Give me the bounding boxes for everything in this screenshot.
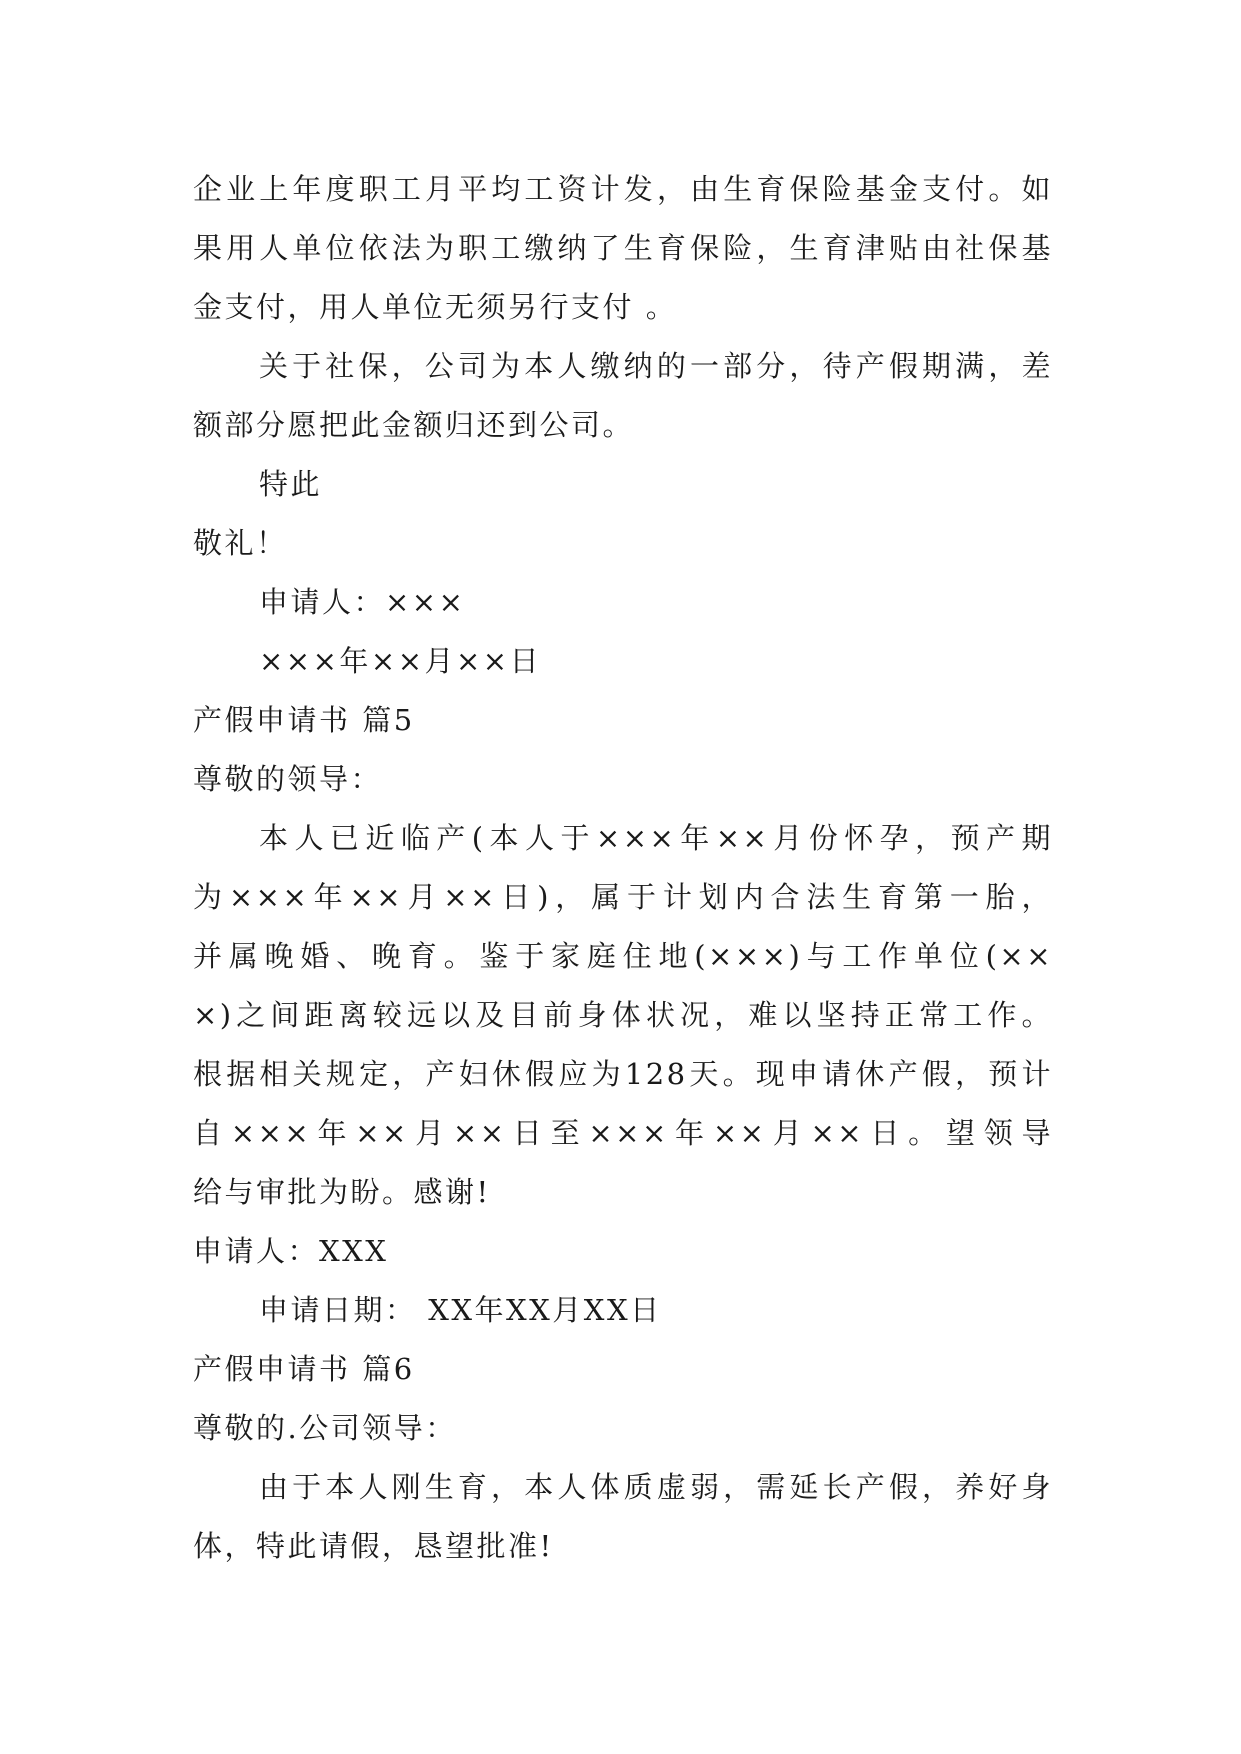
paragraph-line: 由于本人刚生育，本人体质虚弱，需延长产假，养好身	[259, 1470, 1053, 1504]
section-heading: 产假申请书 篇5	[193, 703, 415, 737]
paragraph-line: 体，特此请假，恳望批准!	[193, 1529, 554, 1563]
signature-date: ×××年××月××日	[259, 644, 542, 678]
paragraph-line: 自×××年××月××日至×××年××月××日。望领导	[193, 1116, 1053, 1150]
paragraph-line: 关于社保，公司为本人缴纳的一部分，待产假期满，差	[259, 349, 1053, 383]
application-date: 申请日期： XX年XX月XX日	[259, 1293, 662, 1327]
paragraph-line: 给与审批为盼。感谢!	[193, 1175, 491, 1209]
paragraph-line: 并属晚婚、晚育。鉴于家庭住地(×××)与工作单位(××	[193, 939, 1053, 973]
document-page	[193, 160, 1053, 1576]
paragraph-line: 本人已近临产(本人于×××年××月份怀孕，预产期	[259, 821, 1053, 855]
paragraph-line: 金支付，用人单位无须另行支付 。	[193, 290, 678, 324]
applicant-signature: 申请人：XXX	[193, 1234, 389, 1268]
closing-phrase: 特此	[259, 467, 323, 501]
greeting: 尊敬的.公司领导：	[193, 1411, 457, 1445]
salutation: 敬礼！	[193, 526, 288, 560]
paragraph-line: 额部分愿把此金额归还到公司。	[193, 408, 635, 442]
paragraph-line: 根据相关规定，产妇休假应为128天。现申请休产假，预计	[193, 1057, 1053, 1091]
paragraph-line: 企业上年度职工月平均工资计发，由生育保险基金支付。如	[193, 172, 1053, 206]
paragraph-line: ×)之间距离较远以及目前身体状况，难以坚持正常工作。	[193, 998, 1053, 1032]
paragraph-line: 果用人单位依法为职工缴纳了生育保险，生育津贴由社保基	[193, 231, 1053, 265]
paragraph-line: 为×××年××月××日)，属于计划内合法生育第一胎，	[193, 880, 1053, 914]
greeting: 尊敬的领导：	[193, 762, 383, 796]
section-heading: 产假申请书 篇6	[193, 1352, 415, 1386]
applicant-signature: 申请人：×××	[259, 585, 466, 619]
